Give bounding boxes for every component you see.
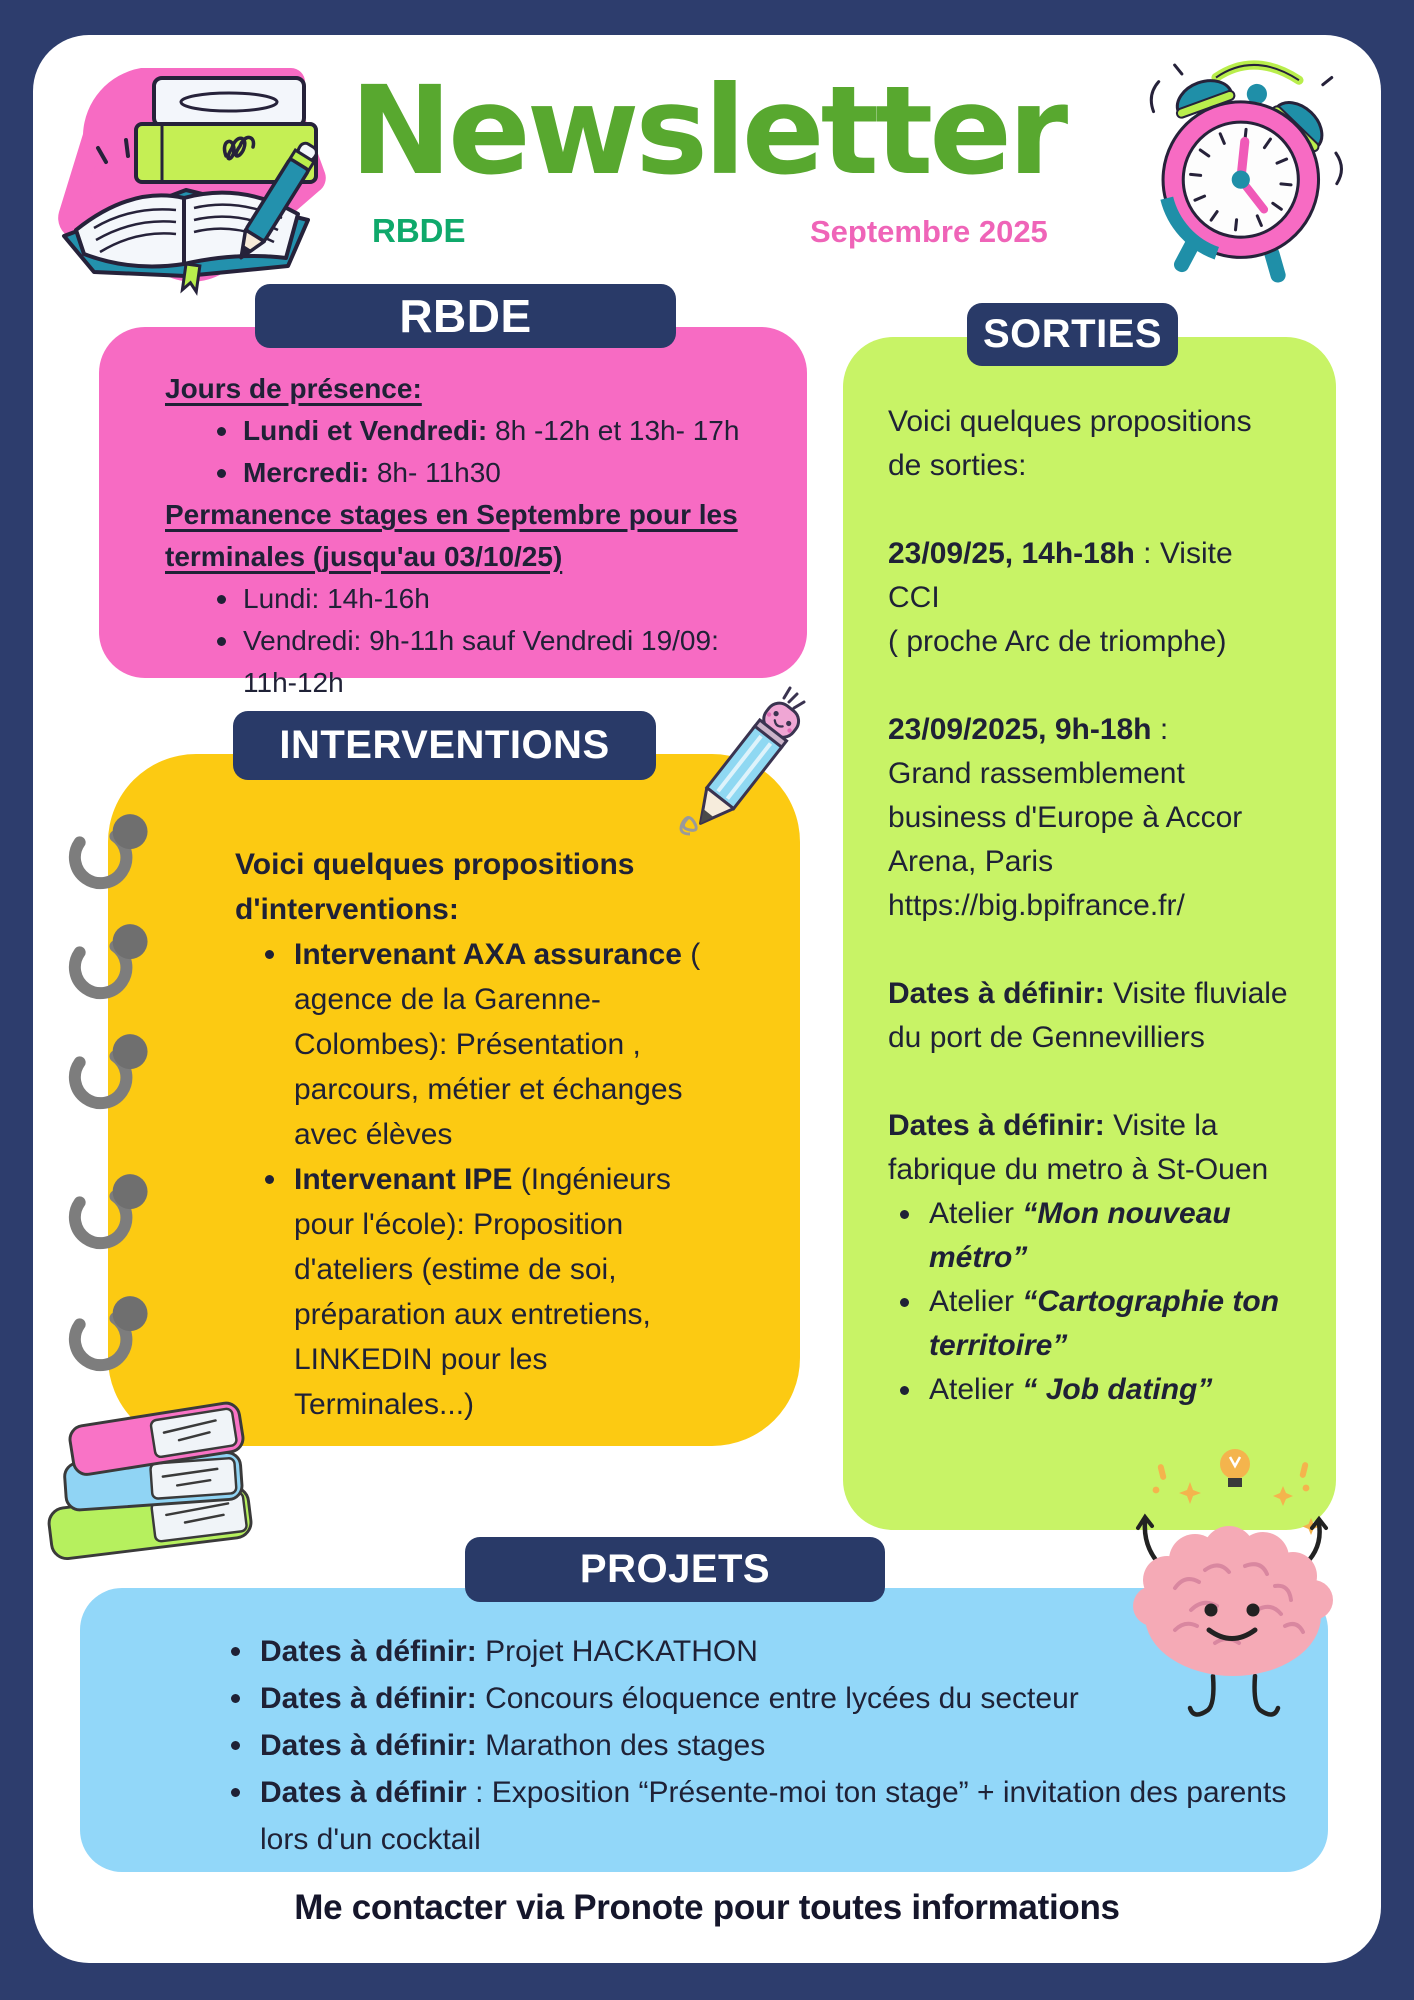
bullet-dot (231, 1647, 240, 1656)
text-run: Lundi et Vendredi: 8h -12h et 13h- 17h (243, 415, 740, 446)
text-run: Voici quelques propositions de sorties: (888, 405, 1252, 482)
text-run: Voici quelques propositions d'interventions: (235, 848, 635, 926)
tab-label: INTERVENTIONS (279, 723, 610, 767)
bullet-dot (900, 1386, 909, 1395)
paragraph (235, 842, 715, 932)
bullet-dot (217, 469, 226, 478)
org-label: RBDE (372, 212, 466, 249)
tab-label: RBDE (399, 290, 532, 342)
bullet-dot (231, 1741, 240, 1750)
brain-character-icon (1105, 1438, 1355, 1738)
page-title: Newsletter (349, 60, 1065, 202)
binder-ring-icon (62, 1164, 154, 1256)
bullet-dot (217, 637, 226, 646)
list-item (900, 1368, 1290, 1412)
section-tab-interventions (233, 711, 656, 780)
paragraph (888, 972, 1290, 1060)
paragraph (165, 368, 775, 410)
list-item (265, 1157, 715, 1427)
paragraph (888, 400, 1290, 488)
text-run: Dates à définir: Projet HACKATHON (260, 1635, 758, 1668)
bullet-dot (217, 427, 226, 436)
list-item (265, 932, 715, 1157)
paragraph (888, 532, 1290, 664)
issue-date: Septembre 2025 (810, 214, 1048, 249)
text-run: Dates à définir: Concours éloquence entre lycées du secteur (260, 1682, 1079, 1715)
bullet-dot (265, 1175, 274, 1184)
binder-ring-icon (62, 914, 154, 1006)
paragraph (888, 1104, 1290, 1192)
binder-ring-icon (62, 1286, 154, 1378)
list-item (231, 1769, 1317, 1863)
footer-note: Me contacter via Pronote pour toutes informations (294, 1888, 1120, 1927)
text-run: Dates à définir: Marathon des stages (260, 1729, 766, 1762)
bullet-dot (265, 950, 274, 959)
list-item (217, 578, 775, 620)
text-run: Lundi: 14h-16h (243, 583, 430, 614)
bullet-dot (900, 1210, 909, 1219)
bullet-dot (217, 595, 226, 604)
tab-label: PROJETS (579, 1547, 771, 1591)
list-item (217, 452, 775, 494)
list-item (900, 1280, 1290, 1368)
text-run: Dates à définir: Visite la fabrique du metro à St-Ouen (888, 1109, 1269, 1186)
binder-ring-icon (62, 1024, 154, 1116)
text-run: Atelier “ Job dating” (929, 1373, 1213, 1406)
list-item (217, 410, 775, 452)
sorties-content (888, 400, 1290, 1412)
bullet-dot (231, 1694, 240, 1703)
binder-ring-icon (62, 804, 154, 896)
section-tab-projets (465, 1537, 885, 1602)
text-run: Jours de présence: (165, 373, 422, 404)
text-run: Intervenant IPE (Ingénieurs pour l'école): Proposition d'ateliers (estime de soi, préparation aux entretiens, LINKEDIN pour les Terminales...) (294, 1163, 671, 1421)
text-run: Dates à définir: Visite fluviale du port de Gennevilliers (888, 977, 1288, 1054)
paragraph (888, 708, 1290, 928)
paragraph (165, 494, 775, 578)
list-item (900, 1192, 1290, 1280)
section-tab-sorties (967, 303, 1178, 366)
bullet-dot (900, 1298, 909, 1307)
text-run: Permanence stages en Septembre pour les terminales (jusqu'au 03/10/25) (165, 499, 738, 572)
text-run: 23/09/2025, 9h-18h : Grand rassemblement business d'Europe à Accor Arena, Paris https://big.bpifrance.fr/ (888, 713, 1243, 922)
text-run: Dates à définir : Exposition “Présente-moi ton stage” + invitation des parents lors d'un cocktail (260, 1776, 1287, 1856)
text-run: Mercredi: 8h- 11h30 (243, 457, 501, 488)
text-run: Atelier “Mon nouveau métro” (929, 1197, 1231, 1274)
interventions-content (235, 842, 715, 1427)
rbde-content (165, 368, 775, 704)
text-run: Vendredi: 9h-11h sauf Vendredi 19/09: 11h-12h (243, 625, 719, 698)
books-stack-icon (38, 1398, 273, 1570)
bullet-dot (231, 1788, 240, 1797)
text-run: Intervenant AXA assurance ( agence de la Garenne-Colombes): Présentation , parcours, métier et échanges avec élèves (294, 938, 701, 1151)
text-run: 23/09/25, 14h-18h : Visite CCI ( proche Arc de triomphe) (888, 537, 1233, 658)
alarm-clock-icon (1135, 46, 1347, 284)
books-sticker-icon (36, 58, 336, 298)
tab-label: SORTIES (982, 312, 1163, 356)
text-run: Atelier “Cartographie ton territoire” (929, 1285, 1280, 1362)
pencil-character-icon (668, 684, 818, 854)
